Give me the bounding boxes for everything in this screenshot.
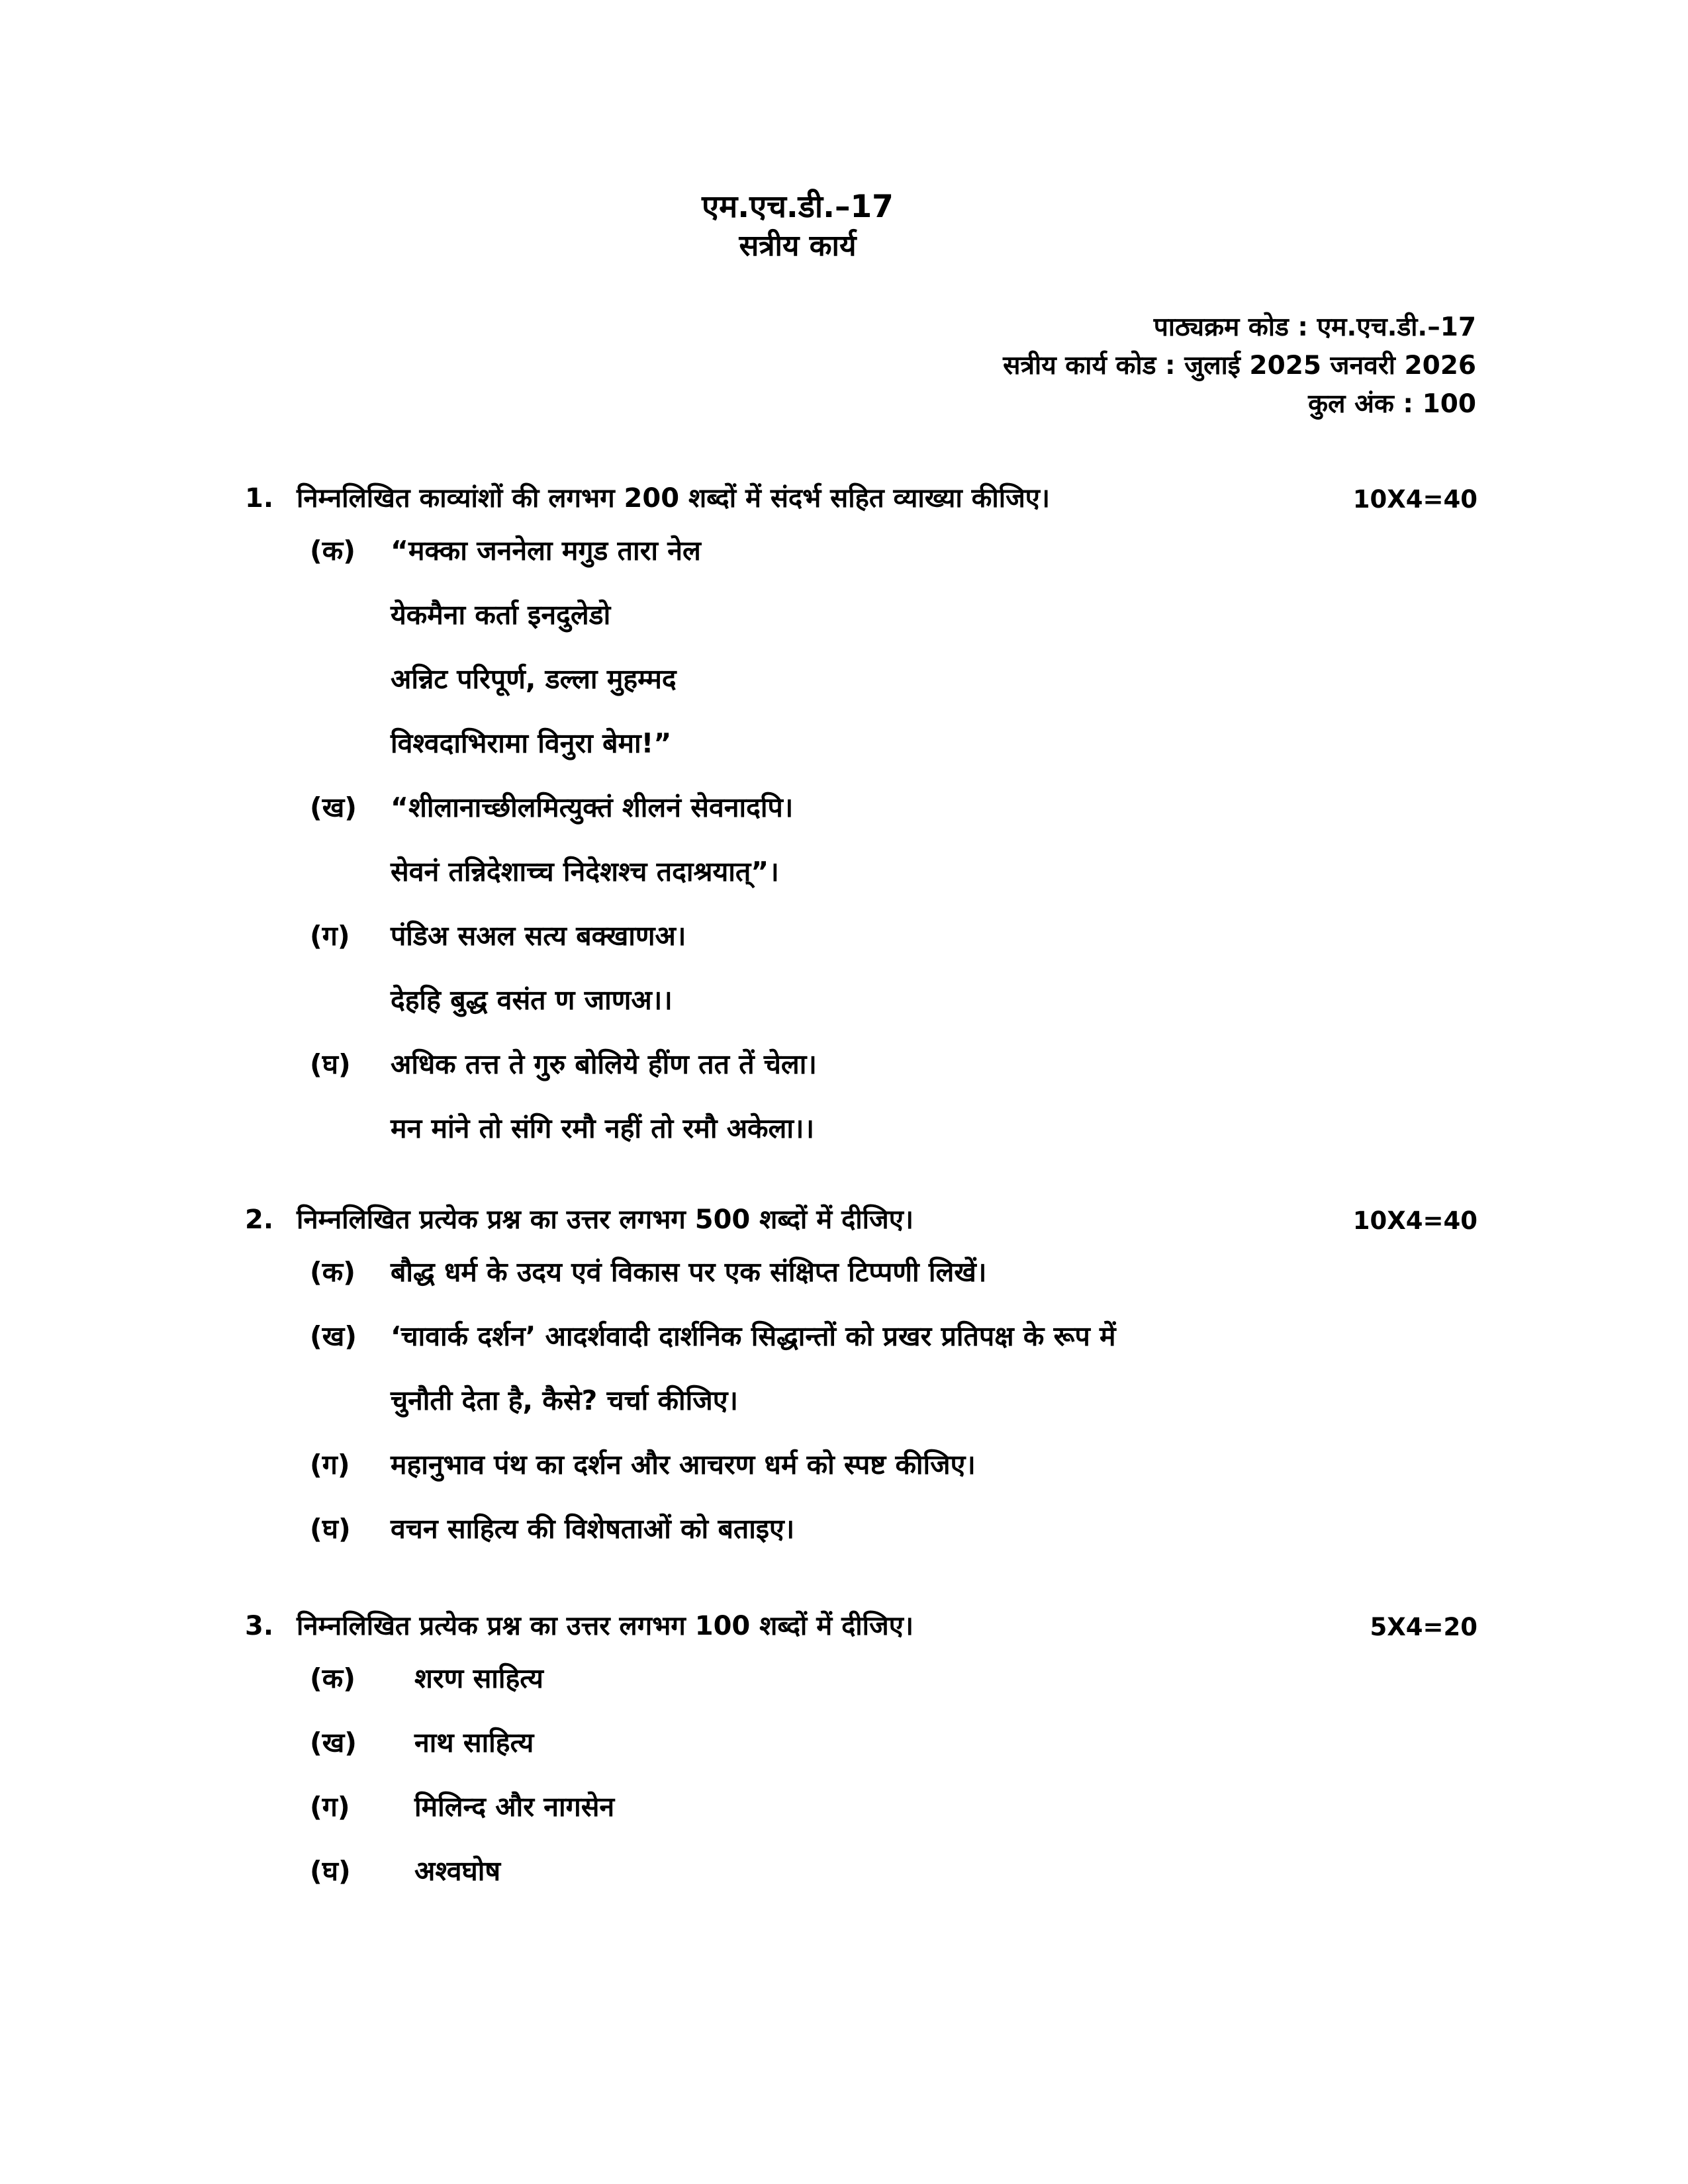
document-subtitle: सत्रीय कार्य [739, 229, 857, 263]
part-label: (घ) [310, 1513, 351, 1545]
part-label: (ख) [310, 1727, 357, 1758]
total-marks: कुल अंक : 100 [1308, 389, 1476, 419]
question-part [310, 1433, 1477, 1497]
part-label: (घ) [310, 1855, 351, 1887]
part-lines [391, 776, 1477, 904]
part-label: (क) [310, 535, 355, 567]
part-lines [391, 1240, 1477, 1304]
question-part [310, 1304, 1477, 1433]
verse-line: विश्वदाभिरामा विनुरा बेमा!” [391, 727, 672, 759]
question-3-parts [245, 1647, 1477, 1903]
question-part [310, 1839, 1477, 1903]
topic-line: मिलिन्द और नागसेन [414, 1791, 615, 1823]
question-1-parts [245, 519, 1477, 1161]
question-marks: 5X4=20 [1370, 1613, 1477, 1641]
part-lines [414, 1775, 1477, 1839]
verse-line: मन मांने तो संगि रमौ नहीं तो रमौ अकेला।। [391, 1113, 815, 1144]
assignment-code: सत्रीय कार्य कोड : जुलाई 2025 जनवरी 2026 [1003, 351, 1476, 381]
verse-line: पंडिअ सअल सत्य बक्खाणअ। [391, 920, 686, 952]
prompt-line: चुनौती देता है, कैसे? चर्चा कीजिए। [391, 1385, 738, 1416]
part-lines [391, 1497, 1477, 1561]
question-number: 3. [245, 1611, 274, 1641]
question-marks: 10X4=40 [1352, 485, 1477, 514]
question-1 [245, 478, 1477, 1161]
verse-line: येकमैना कर्ता इनदुलेडो [391, 599, 611, 631]
verse-line: देहहि बुद्ध वसंत ण जाणअ।। [391, 984, 673, 1016]
course-code: पाठ्यक्रम कोड : एम.एच.डी.–17 [1153, 312, 1476, 342]
part-label: (ख) [310, 792, 357, 823]
question-text: निम्नलिखित प्रत्येक प्रश्न का उत्तर लगभग 100 शब्दों में दीजिए। [297, 1611, 914, 1641]
question-2 [245, 1199, 1477, 1561]
topic-line: नाथ साहित्य [414, 1727, 534, 1758]
part-label: (ख) [310, 1320, 357, 1352]
part-lines [414, 1647, 1477, 1711]
prompt-line: वचन साहित्य की विशेषताओं को बताइए। [391, 1513, 795, 1545]
question-text: निम्नलिखित काव्यांशों की लगभग 200 शब्दों में संदर्भ सहित व्याख्या कीजिए। [297, 483, 1051, 514]
question-part [310, 1032, 1477, 1161]
question-3-head [245, 1606, 1477, 1647]
verse-line: “शीलानाच्छीलमित्युक्तं शीलनं सेवनादपि। [391, 792, 794, 823]
question-part [310, 1711, 1477, 1775]
question-part [310, 1775, 1477, 1839]
part-label: (ग) [310, 920, 350, 952]
meta-block [1003, 308, 1476, 424]
part-label: (ग) [310, 1449, 350, 1480]
question-marks: 10X4=40 [1352, 1206, 1477, 1235]
part-lines [391, 1304, 1477, 1433]
question-part [310, 1497, 1477, 1561]
verse-line: “मक्का जननेला मगुड तारा नेल [391, 535, 701, 567]
part-lines [391, 1032, 1477, 1161]
part-label: (क) [310, 1662, 355, 1694]
question-3 [245, 1606, 1477, 1903]
question-2-head [245, 1199, 1477, 1240]
document-title-block [0, 187, 1595, 265]
verse-line: अधिक तत्त ते गुरु बोलिये हींण तत तें चेला। [391, 1048, 817, 1080]
topic-line: अश्वघोष [414, 1855, 501, 1887]
part-lines [414, 1711, 1477, 1775]
verse-line: सेवनं तन्निदेशाच्च निदेशश्च तदाश्रयात्”। [391, 856, 779, 887]
question-number: 2. [245, 1205, 274, 1235]
part-lines [414, 1839, 1477, 1903]
question-part [310, 904, 1477, 1032]
verse-line: अन्निट परिपूर्ण, डल्ला मुहम्मद [391, 663, 677, 695]
question-1-head [245, 478, 1477, 519]
part-lines [391, 519, 1477, 776]
part-lines [391, 1433, 1477, 1497]
question-part [310, 1647, 1477, 1711]
topic-line: शरण साहित्य [414, 1662, 543, 1694]
course-title: एम.एच.डी.–17 [702, 189, 894, 225]
question-part [310, 1240, 1477, 1304]
part-label: (क) [310, 1256, 355, 1288]
part-label: (ग) [310, 1791, 350, 1823]
question-part [310, 519, 1477, 776]
prompt-line: बौद्ध धर्म के उदय एवं विकास पर एक संक्षिप्त टिप्पणी लिखें। [391, 1256, 987, 1288]
prompt-line: महानुभाव पंथ का दर्शन और आचरण धर्म को स्पष्ट कीजिए। [391, 1449, 976, 1480]
part-label: (घ) [310, 1048, 351, 1080]
prompt-line: ‘चावार्क दर्शन’ आदर्शवादी दार्शनिक सिद्धान्तों को प्रखर प्रतिपक्ष के रूप में [391, 1320, 1116, 1352]
question-number: 1. [245, 483, 274, 514]
question-part [310, 776, 1477, 904]
part-lines [391, 904, 1477, 1032]
question-2-parts [245, 1240, 1477, 1561]
question-text: निम्नलिखित प्रत्येक प्रश्न का उत्तर लगभग 500 शब्दों में दीजिए। [297, 1205, 914, 1235]
